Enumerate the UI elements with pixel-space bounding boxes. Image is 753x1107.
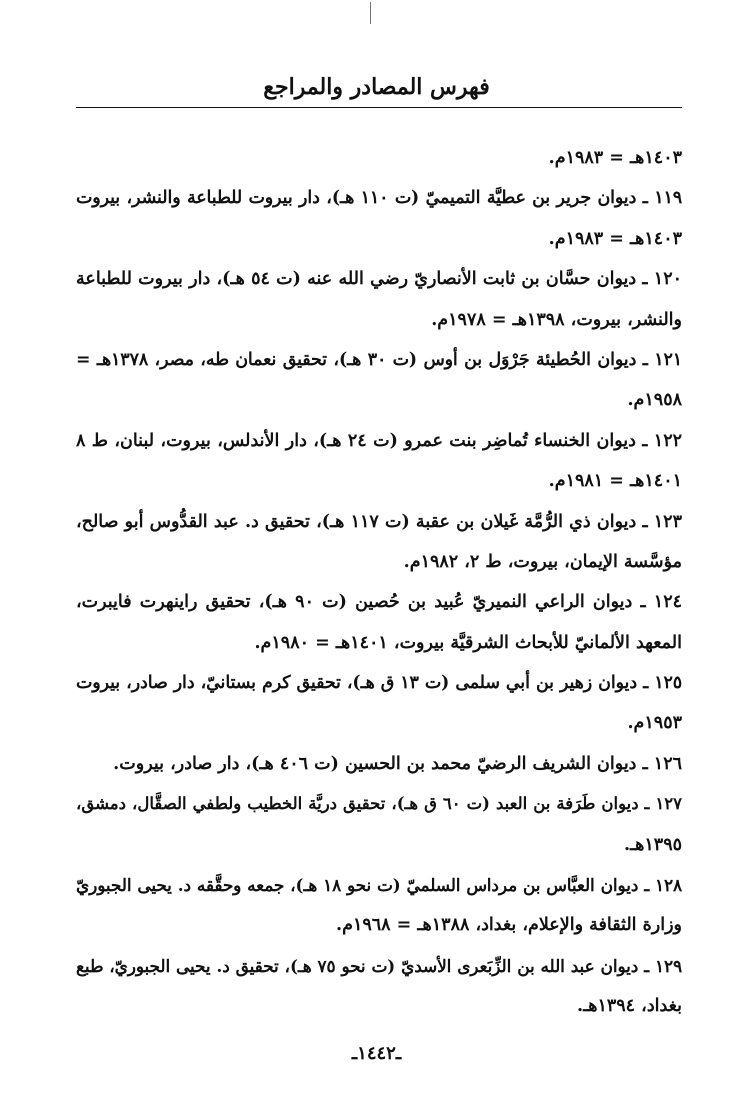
text-line: بغداد، ١٣٩٤هـ. bbox=[577, 996, 682, 1017]
text-line: ١٤٠٣هـ = ١٩٨٣م. bbox=[548, 228, 682, 249]
page-number: ـ١٤٤٢ـ bbox=[351, 1043, 402, 1064]
text-line: ١٢٤ ـ ديوان الراعي النميريّ عُبيد بن حُصين (ت ٩٠ هـ)، تحقيق راينهرت فايبرت، bbox=[76, 592, 682, 613]
text-line: المعهد الألمانيّ للأبحاث الشرقيَّة بيروت، ١٤٠١هـ = ١٩٨٠م. bbox=[254, 632, 682, 653]
text-line: ١٢٨ ـ ديوان العبَّاس بن مرداس السلميّ (ت نحو ١٨ هـ)، جمعه وحقَّقه د. يحيى الجبوريّ bbox=[76, 875, 682, 896]
text-line: ١٢٢ ـ ديوان الخنساء تُماضِر بنت عمرو (ت ٢٤ هـ)، دار الأندلس، بيروت، لبنان، ط ٨ bbox=[76, 430, 682, 451]
text-line: والنشر، بيروت، ١٣٩٨هـ = ١٩٧٨م. bbox=[431, 309, 682, 330]
bibliography-list bbox=[76, 138, 682, 1027]
running-head-title: فهرس المصادر والمراجع bbox=[263, 74, 490, 100]
text-line: ١٢٧ ـ ديوان طَرَفة بن العبد (ت ٦٠ ق هـ)، تحقيق دريَّة الخطيب ولطفي الصقَّال، دمشق، bbox=[76, 794, 682, 814]
text-line: ١٩٥٣م. bbox=[627, 713, 682, 734]
text-line: مؤسَّسة الإيمان، بيروت، ط ٢، ١٩٨٢م. bbox=[403, 551, 682, 572]
text-line: ١١٩ ـ ديوان جرير بن عطيَّة التميميّ (ت ١١٠ هـ)، دار بيروت للطباعة والنشر، بيروت bbox=[76, 188, 682, 209]
text-line: وزارة الثقافة والإعلام، بغداد، ١٣٨٨هـ = ١٩٦٨م. bbox=[336, 915, 682, 936]
text-line: ١٢٠ ـ ديوان حسَّان بن ثابت الأنصاريّ رضي الله عنه (ت ٥٤ هـ)، دار بيروت للطباعة bbox=[76, 269, 682, 290]
text-line: ١٢٣ ـ ديوان ذي الرُّمَّة غَيلان بن عقبة (ت ١١٧ هـ)، تحقيق د. عبد القدُّوس أبو صالح، bbox=[76, 511, 682, 532]
crop-mark bbox=[370, 2, 371, 24]
header-rule bbox=[76, 107, 682, 108]
text-line: ١٤٠٣هـ = ١٩٨٣م. bbox=[548, 148, 682, 168]
text-line: ١٢٩ ـ ديوان عبد الله بن الزِّبَعرى الأسديّ (ت نحو ٧٥ هـ)، تحقيق د. يحيى الجبوريّ، طبع bbox=[76, 955, 682, 976]
text-line: ١٩٥٨م. bbox=[627, 390, 682, 411]
text-line: ١٢٦ ـ ديوان الشريف الرضيّ محمد بن الحسين (ت ٤٠٦ هـ)، دار صادر، بيروت. bbox=[113, 753, 682, 774]
text-line: ١٢١ ـ ديوان الحُطيئة جَرْوَل بن أوس (ت ٣٠ هـ)، تحقيق نعمان طه، مصر، ١٣٧٨هـ = bbox=[76, 349, 682, 370]
text-line: ١٣٩٥هـ. bbox=[623, 834, 682, 855]
text-line: ١٢٥ ـ ديوان زهير بن أبي سلمى (ت ١٣ ق هـ)، تحقيق كرم بستانيّ، دار صادر، بيروت bbox=[76, 673, 682, 694]
text-line: ١٤٠١هـ = ١٩٨١م. bbox=[548, 471, 682, 492]
